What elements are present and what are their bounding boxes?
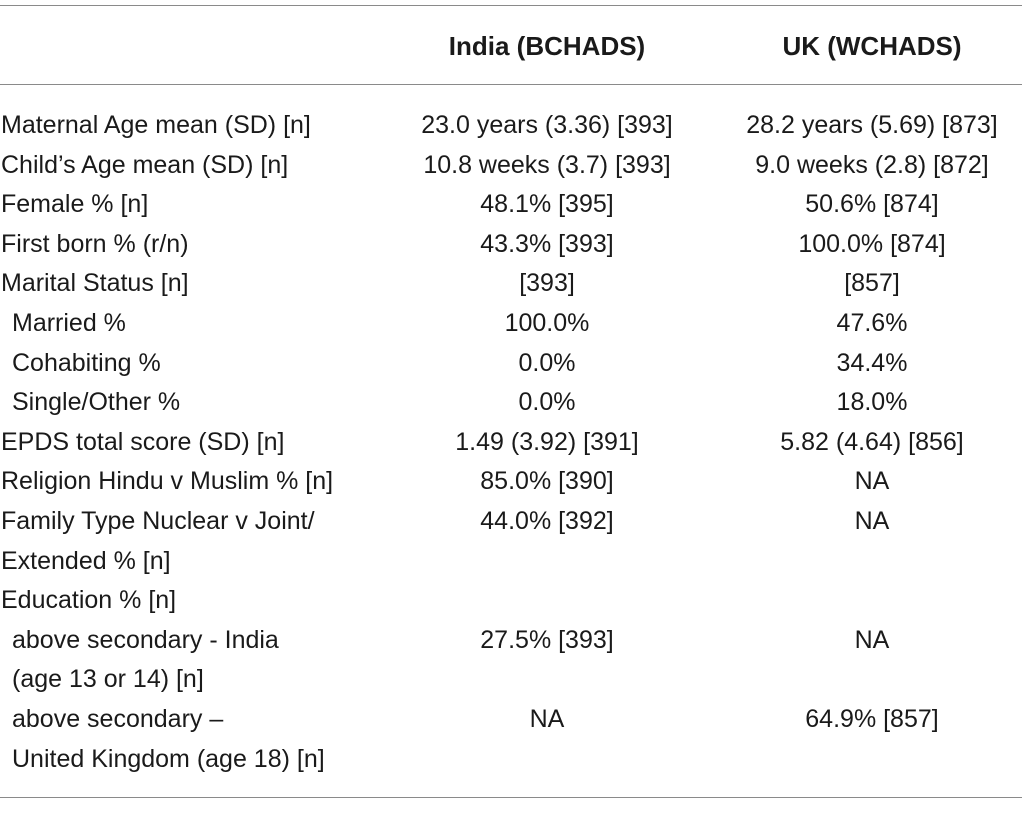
uk-value: 100.0% [874] — [798, 229, 946, 258]
row-label — [12, 344, 384, 384]
row-label — [12, 304, 384, 344]
table-row — [0, 700, 1022, 779]
india-value: NA — [529, 704, 565, 733]
table-row — [0, 621, 1022, 700]
table-row — [0, 423, 1022, 463]
header-uk: UK (WCHADS) — [782, 31, 962, 61]
row-label — [1, 423, 386, 463]
table-row — [0, 383, 1022, 423]
table-row — [0, 264, 1022, 304]
india-value: [393] — [519, 269, 575, 298]
uk-value: 47.6% — [836, 308, 908, 337]
row-label-line: Child’s Age mean (SD) [n] — [1, 150, 289, 179]
uk-value: 34.4% — [836, 348, 908, 377]
uk-value: NA — [854, 625, 890, 654]
uk-value: [857] — [844, 269, 900, 298]
table-row — [0, 106, 1022, 146]
row-label-line: Married % — [12, 308, 126, 337]
uk-value: 5.82 (4.64) [856] — [780, 427, 964, 456]
row-label — [1, 225, 386, 265]
india-value: 44.0% [392] — [480, 506, 614, 535]
table-row — [0, 146, 1022, 186]
india-value: 10.8 weeks (3.7) [393] — [423, 150, 671, 179]
row-label — [12, 621, 384, 700]
row-label-line: Maternal Age mean (SD) [n] — [1, 111, 311, 139]
row-label-line: Marital Status [n] — [1, 269, 189, 298]
row-label-line: United Kingdom (age 18) [n] — [12, 744, 325, 773]
uk-value: 50.6% [874] — [805, 190, 939, 219]
row-label — [12, 700, 384, 779]
india-value: 27.5% [393] — [480, 625, 614, 654]
uk-value: NA — [854, 506, 890, 535]
row-label — [1, 502, 386, 581]
row-label — [1, 185, 386, 225]
row-label-line: EPDS total score (SD) [n] — [1, 427, 285, 456]
row-label-line: Family Type Nuclear v Joint/ — [1, 506, 315, 535]
row-label-line: (age 13 or 14) [n] — [12, 665, 204, 694]
india-value: 48.1% [395] — [480, 190, 614, 219]
india-value: 23.0 years (3.36) [393] — [421, 111, 673, 139]
table-row — [0, 225, 1022, 265]
table-row — [0, 462, 1022, 502]
header-india: India (BCHADS) — [448, 31, 646, 61]
row-label-line: Female % [n] — [1, 190, 149, 219]
table-top-rule — [0, 5, 1022, 6]
row-label — [1, 264, 386, 304]
table-row — [0, 581, 1022, 621]
row-label-line: First born % (r/n) — [1, 229, 189, 258]
india-value: 0.0% — [518, 388, 576, 417]
row-label-line: Single/Other % — [12, 388, 181, 417]
table-row — [0, 304, 1022, 344]
table-row — [0, 185, 1022, 225]
india-value: 43.3% [393] — [480, 229, 614, 258]
table-bottom-rule — [0, 797, 1022, 798]
uk-value: 28.2 years (5.69) [873] — [746, 111, 998, 139]
india-value: 1.49 (3.92) [391] — [455, 427, 639, 456]
india-value: 0.0% — [518, 348, 576, 377]
row-label-line: Religion Hindu v Muslim % [n] — [1, 467, 334, 496]
row-label — [1, 581, 386, 621]
uk-value: 64.9% [857] — [805, 704, 939, 733]
table-header-row — [0, 26, 1022, 66]
row-label-line: Education % [n] — [1, 586, 177, 615]
table-body — [0, 106, 1022, 779]
table-row — [0, 502, 1022, 581]
uk-value: 18.0% — [836, 388, 908, 417]
row-label — [1, 462, 386, 502]
row-label-line: Cohabiting % — [12, 348, 161, 377]
row-label-line: above secondary - India — [12, 625, 279, 654]
row-label — [12, 383, 384, 423]
india-value: 100.0% — [504, 308, 590, 337]
uk-value: 9.0 weeks (2.8) [872] — [755, 150, 989, 179]
row-label-line: above secondary – — [12, 704, 224, 733]
table-header-rule — [0, 84, 1022, 85]
row-label — [1, 106, 386, 146]
row-label — [1, 146, 386, 186]
uk-value: NA — [854, 467, 890, 496]
row-label-line: Extended % [n] — [1, 546, 171, 575]
india-value: 85.0% [390] — [480, 467, 614, 496]
table-row — [0, 344, 1022, 384]
